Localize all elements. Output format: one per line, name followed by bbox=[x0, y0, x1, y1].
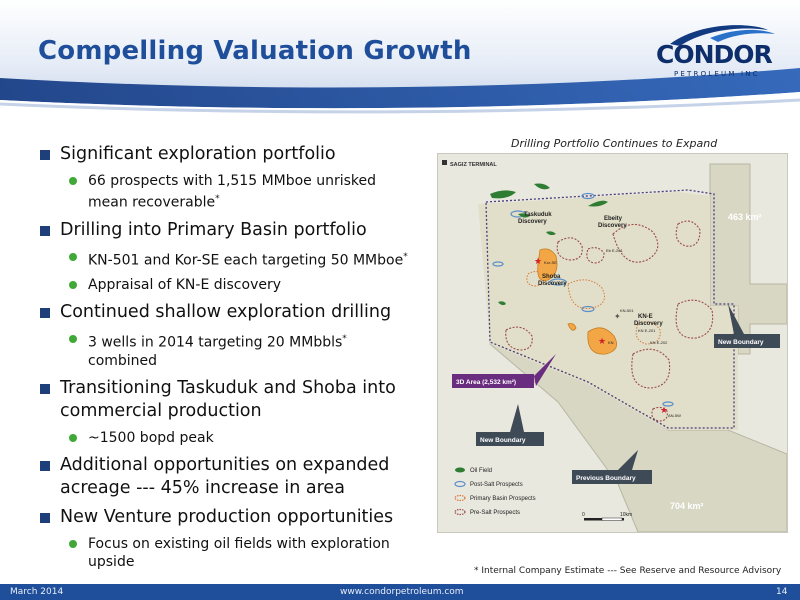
sub-bullet-item bbox=[40, 535, 420, 571]
sub-bullet-item bbox=[40, 330, 420, 370]
slide-header bbox=[0, 0, 800, 125]
new-boundary-label-left: New Boundary bbox=[480, 437, 526, 444]
previous-boundary-label: Previous Boundary bbox=[576, 475, 636, 482]
dot-bullet-icon bbox=[69, 177, 77, 185]
map-canvas bbox=[438, 154, 787, 532]
well-label: KN E-201 bbox=[638, 328, 656, 333]
scale-bar bbox=[582, 512, 632, 521]
bullet-item bbox=[40, 377, 420, 423]
sub-bullet-text: 3 wells in 2014 targeting 20 MMbbls bbox=[88, 334, 343, 351]
well-star-icon: ★ bbox=[660, 405, 669, 415]
ebeity-label: Ebeity Discovery bbox=[598, 216, 627, 229]
legend-label: Oil Field bbox=[470, 468, 493, 474]
well-label: KN E-202 bbox=[650, 340, 668, 345]
footer-date: March 2014 bbox=[10, 587, 64, 597]
legend-label: Post-Salt Prospects bbox=[470, 482, 523, 488]
footnote-mark: * bbox=[403, 251, 408, 262]
well-label: Eb E-201 bbox=[606, 248, 623, 253]
bullet-text: Significant exploration portfolio bbox=[60, 144, 336, 164]
dot-bullet-icon bbox=[69, 253, 77, 261]
bullet-item bbox=[40, 301, 420, 324]
legend-label: Pre-Salt Prospects bbox=[470, 510, 521, 516]
footnote: * Internal Company Estimate --- See Reserve and Resource Advisory bbox=[474, 566, 782, 576]
pre-salt-swatch bbox=[455, 510, 465, 515]
sub-bullet-text: Appraisal of KN-E discovery bbox=[88, 277, 282, 294]
taskuduk-label: Taskuduk Discovery bbox=[518, 212, 552, 225]
bullet-text: Drilling into Primary Basin portfolio bbox=[60, 219, 367, 240]
sub-bullet-item bbox=[40, 172, 420, 212]
post-salt-swatch bbox=[455, 482, 465, 487]
terminal-marker-icon bbox=[442, 160, 447, 165]
sub-bullet-item bbox=[40, 276, 420, 294]
sub-bullet-text: 66 prospects with 1,515 MMboe unrisked mean recoverable bbox=[88, 173, 377, 211]
dot-bullet-icon bbox=[69, 281, 77, 289]
footnote-mark: * bbox=[342, 334, 347, 345]
square-bullet-icon bbox=[40, 461, 50, 471]
well-label: KN-501 bbox=[620, 308, 634, 313]
bullet-text: Transitioning Taskuduk and Shoba into commercial production bbox=[60, 377, 396, 421]
bullet-text: Continued shallow exploration drilling bbox=[60, 302, 392, 323]
sub-bullet-text: Focus on existing oil fields with exploration upside bbox=[88, 535, 390, 570]
new-boundary-label-right: New Boundary bbox=[718, 339, 764, 346]
sub-bullet-text-continued: combined bbox=[88, 352, 158, 369]
dot-bullet-icon bbox=[69, 434, 77, 442]
bullet-item bbox=[40, 143, 420, 166]
terminal-label: SAGIZ TERMINAL bbox=[450, 162, 497, 168]
drilling-portfolio-map bbox=[437, 153, 788, 533]
well-star-icon: ★ bbox=[598, 336, 607, 346]
square-bullet-icon bbox=[40, 513, 50, 523]
scale-start: 0 bbox=[582, 512, 585, 518]
sub-bullet-item bbox=[40, 248, 420, 270]
square-bullet-icon bbox=[40, 226, 50, 236]
area-south-label: 704 km² bbox=[670, 501, 704, 511]
bullet-text: Additional opportunities on expanded acreage --- 45% increase in area bbox=[60, 454, 390, 498]
map-legend bbox=[455, 468, 536, 517]
bullet-item bbox=[40, 219, 420, 242]
well-star-icon: ★ bbox=[534, 256, 543, 266]
square-bullet-icon bbox=[40, 150, 50, 160]
condor-logo bbox=[640, 20, 790, 82]
footer-url: www.condorpetroleum.com bbox=[340, 587, 464, 597]
primary-basin-swatch bbox=[455, 496, 465, 501]
dot-bullet-icon bbox=[69, 335, 77, 343]
well-label: AN-5W bbox=[668, 413, 681, 418]
bullet-text: New Venture production opportunities bbox=[60, 506, 394, 527]
well-label: KN bbox=[608, 340, 614, 345]
bullet-list bbox=[40, 143, 420, 578]
square-bullet-icon bbox=[40, 308, 50, 318]
bullet-item bbox=[40, 454, 420, 500]
scale-end: 10km bbox=[620, 512, 633, 518]
page-number: 14 bbox=[776, 587, 788, 597]
logo-subtitle: PETROLEUM INC bbox=[674, 70, 760, 78]
shoba-label: Shoba Discovery bbox=[538, 274, 567, 287]
oil-field-swatch bbox=[455, 468, 465, 473]
sub-bullet-text: KN-501 and Kor-SE each targeting 50 MMboe bbox=[88, 252, 404, 269]
square-bullet-icon bbox=[40, 384, 50, 394]
well-label: Kor-SE bbox=[544, 260, 557, 265]
new-boundary-pointer-left bbox=[510, 404, 524, 432]
dot-bullet-icon bbox=[69, 540, 77, 548]
bullet-item bbox=[40, 506, 420, 529]
sub-bullet-text: ~1500 bopd peak bbox=[88, 429, 214, 446]
kne-label: KN-E Discovery bbox=[634, 314, 663, 327]
area-north-label: 463 km² bbox=[728, 212, 762, 222]
slide-footer bbox=[0, 584, 800, 600]
footnote-mark: * bbox=[215, 194, 220, 204]
legend-label: Primary Basin Prospects bbox=[470, 496, 536, 502]
sub-bullet-item bbox=[40, 429, 420, 447]
map-caption: Drilling Portfolio Continues to Expand bbox=[511, 137, 718, 150]
slide-title: Compelling Valuation Growth bbox=[38, 36, 472, 66]
3d-area-label: 3D Area (2,532 km²) bbox=[456, 379, 517, 386]
logo-wordmark: CONDOR bbox=[656, 40, 772, 69]
well-star-icon: ✦ bbox=[614, 312, 621, 321]
